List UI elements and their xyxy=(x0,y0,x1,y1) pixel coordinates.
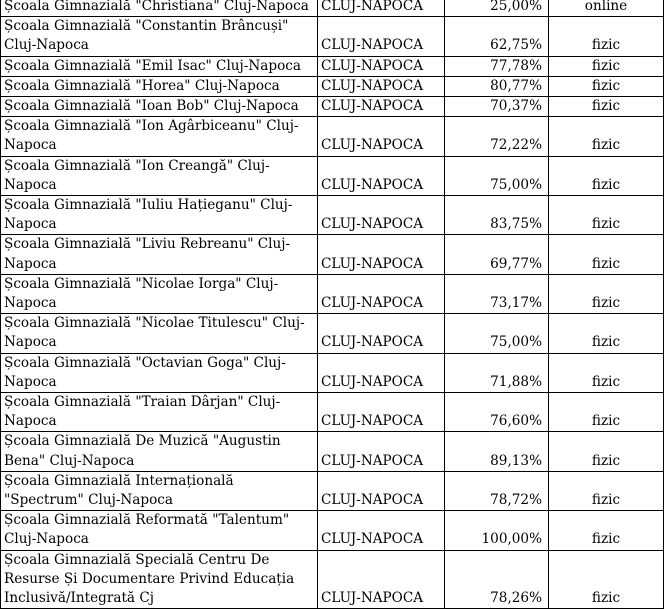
school-name-cell: Școala Gimnazială "Ion Creangă" Cluj-Napoca xyxy=(1,156,318,195)
city-cell: CLUJ-NAPOCA xyxy=(318,76,445,96)
table-row xyxy=(1,56,664,76)
table-row xyxy=(1,17,664,56)
table-row xyxy=(1,314,664,353)
mode-cell: fizic xyxy=(549,117,664,156)
mode-cell: fizic xyxy=(549,274,664,313)
school-name-cell: Școala Gimnazială "Iuliu Hațieganu" Cluj-Napoca xyxy=(1,196,318,235)
table-row xyxy=(1,274,664,313)
percentage-cell: 25,00% xyxy=(445,0,549,17)
table-row xyxy=(1,196,664,235)
city-cell: CLUJ-NAPOCA xyxy=(318,314,445,353)
school-name-cell: Școala Gimnazială "Christiana" Cluj-Napoca xyxy=(1,0,318,17)
school-name-cell: Școala Gimnazială "Liviu Rebreanu" Cluj-Napoca xyxy=(1,235,318,274)
table-row xyxy=(1,393,664,432)
table-row xyxy=(1,235,664,274)
table-row xyxy=(1,471,664,510)
city-cell: CLUJ-NAPOCA xyxy=(318,156,445,195)
city-cell: CLUJ-NAPOCA xyxy=(318,0,445,17)
table-row xyxy=(1,97,664,117)
school-name-cell: Școala Gimnazială "Nicolae Iorga" Cluj-Napoca xyxy=(1,274,318,313)
percentage-cell: 69,77% xyxy=(445,235,549,274)
city-cell: CLUJ-NAPOCA xyxy=(318,274,445,313)
table-row xyxy=(1,432,664,471)
percentage-cell: 78,72% xyxy=(445,471,549,510)
mode-cell: fizic xyxy=(549,17,664,56)
mode-cell: fizic xyxy=(549,353,664,392)
school-name-cell: Școala Gimnazială "Nicolae Titulescu" Cluj-Napoca xyxy=(1,314,318,353)
results-table-body xyxy=(1,0,664,609)
mode-cell: fizic xyxy=(549,314,664,353)
table-row xyxy=(1,156,664,195)
city-cell: CLUJ-NAPOCA xyxy=(318,471,445,510)
mode-cell: fizic xyxy=(549,156,664,195)
mode-cell: online xyxy=(549,0,664,17)
school-name-cell: Școala Gimnazială "Ion Agârbiceanu" Cluj-Napoca xyxy=(1,117,318,156)
percentage-cell: 75,00% xyxy=(445,314,549,353)
school-name-cell: Școala Gimnazială "Horea" Cluj-Napoca xyxy=(1,76,318,96)
city-cell: CLUJ-NAPOCA xyxy=(318,432,445,471)
percentage-cell: 76,60% xyxy=(445,393,549,432)
percentage-cell: 80,77% xyxy=(445,76,549,96)
mode-cell: fizic xyxy=(549,56,664,76)
city-cell: CLUJ-NAPOCA xyxy=(318,353,445,392)
school-name-cell: Școala Gimnazială "Octavian Goga" Cluj-Napoca xyxy=(1,353,318,392)
school-name-cell: Școala Gimnazială "Constantin Brâncuși" Cluj-Napoca xyxy=(1,17,318,56)
city-cell: CLUJ-NAPOCA xyxy=(318,17,445,56)
city-cell: CLUJ-NAPOCA xyxy=(318,393,445,432)
percentage-cell: 72,22% xyxy=(445,117,549,156)
table-row xyxy=(1,353,664,392)
percentage-cell: 100,00% xyxy=(445,511,549,550)
mode-cell: fizic xyxy=(549,196,664,235)
mode-cell: fizic xyxy=(549,550,664,609)
percentage-cell: 89,13% xyxy=(445,432,549,471)
mode-cell: fizic xyxy=(549,471,664,510)
percentage-cell: 78,26% xyxy=(445,550,549,609)
percentage-cell: 75,00% xyxy=(445,156,549,195)
mode-cell: fizic xyxy=(549,235,664,274)
city-cell: CLUJ-NAPOCA xyxy=(318,56,445,76)
school-name-cell: Școala Gimnazială "Emil Isac" Cluj-Napoca xyxy=(1,56,318,76)
school-name-cell: Școala Gimnazială Reformată "Talentum" Cluj-Napoca xyxy=(1,511,318,550)
school-name-cell: Școala Gimnazială Specială Centru De Resurse Și Documentare Privind Educația Inclusivă/Integrată Cj xyxy=(1,550,318,609)
mode-cell: fizic xyxy=(549,511,664,550)
table-row xyxy=(1,511,664,550)
school-name-cell: Școala Gimnazială "Ioan Bob" Cluj-Napoca xyxy=(1,97,318,117)
table-row xyxy=(1,76,664,96)
school-name-cell: Școala Gimnazială De Muzică "Augustin Bena" Cluj-Napoca xyxy=(1,432,318,471)
school-name-cell: Școala Gimnazială Internațională "Spectrum" Cluj-Napoca xyxy=(1,471,318,510)
city-cell: CLUJ-NAPOCA xyxy=(318,550,445,609)
percentage-cell: 77,78% xyxy=(445,56,549,76)
percentage-cell: 73,17% xyxy=(445,274,549,313)
mode-cell: fizic xyxy=(549,97,664,117)
table-row xyxy=(1,550,664,609)
mode-cell: fizic xyxy=(549,393,664,432)
percentage-cell: 83,75% xyxy=(445,196,549,235)
mode-cell: fizic xyxy=(549,432,664,471)
city-cell: CLUJ-NAPOCA xyxy=(318,235,445,274)
city-cell: CLUJ-NAPOCA xyxy=(318,117,445,156)
percentage-cell: 62,75% xyxy=(445,17,549,56)
city-cell: CLUJ-NAPOCA xyxy=(318,97,445,117)
mode-cell: fizic xyxy=(549,76,664,96)
table-row xyxy=(1,0,664,17)
city-cell: CLUJ-NAPOCA xyxy=(318,511,445,550)
city-cell: CLUJ-NAPOCA xyxy=(318,196,445,235)
school-name-cell: Școala Gimnazială "Traian Dârjan" Cluj-Napoca xyxy=(1,393,318,432)
percentage-cell: 71,88% xyxy=(445,353,549,392)
percentage-cell: 70,37% xyxy=(445,97,549,117)
table-row xyxy=(1,117,664,156)
